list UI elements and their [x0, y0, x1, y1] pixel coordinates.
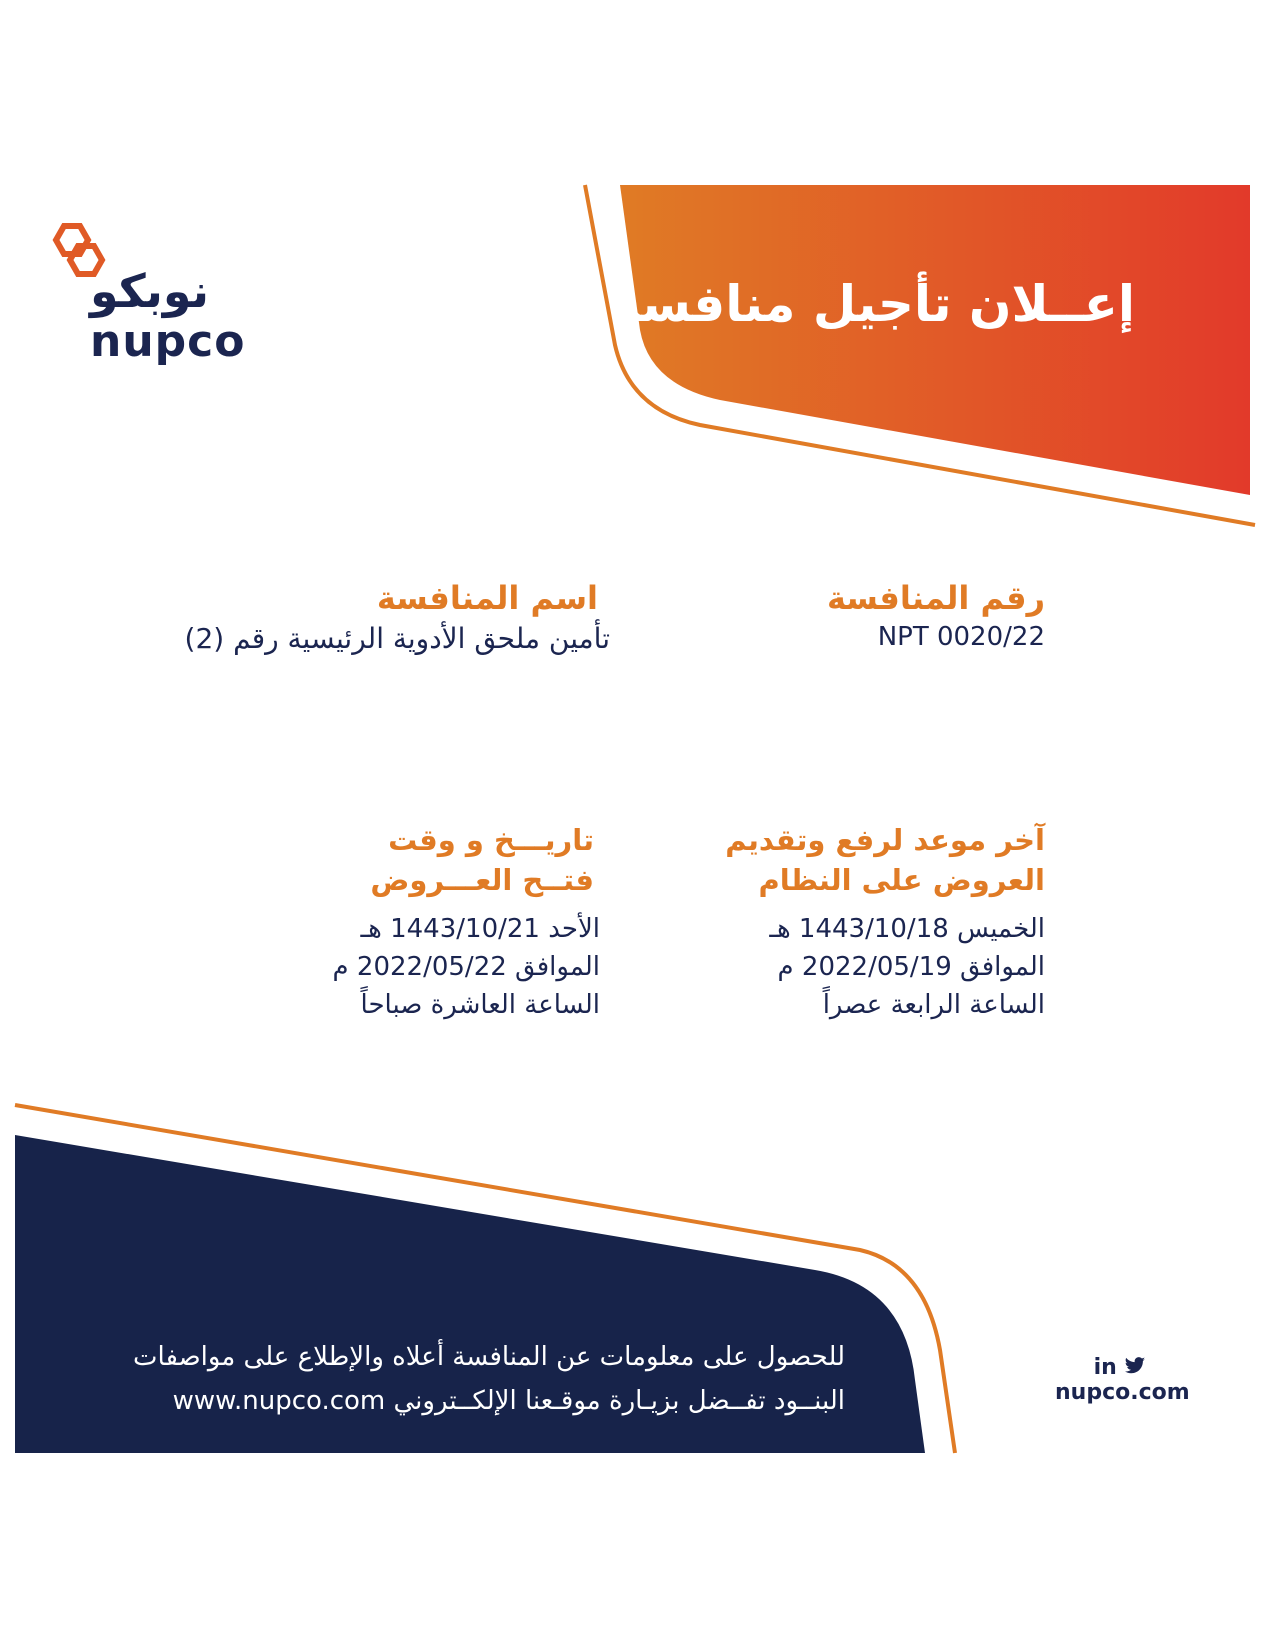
deadline-label-line2: العروض على النظام — [758, 863, 1045, 897]
opening-label-line2: فتــح العـــروض — [370, 863, 594, 897]
deadline-gregorian-date: الموافق 2022/05/19 م — [777, 952, 1045, 982]
linkedin-icon[interactable]: in — [1093, 1355, 1117, 1380]
opening-gregorian-date: الموافق 2022/05/22 م — [332, 952, 600, 982]
tender-name-section — [90, 578, 610, 658]
social-icons — [1055, 1355, 1185, 1380]
opening-label-line1: تاريـــخ و وقت — [388, 823, 594, 857]
logo-arabic-text: نوبكو — [90, 264, 209, 318]
tender-number-label: رقم المنافسة — [826, 579, 1045, 617]
tender-number-value: NPT 0020/22 — [877, 622, 1045, 652]
footer-info-text — [45, 1335, 845, 1423]
header-banner — [620, 185, 1250, 495]
tender-number-section — [685, 578, 1045, 656]
tender-name-value: تأمين ملحق الأدوية الرئيسية رقم (2) — [184, 622, 610, 655]
bid-opening-section — [240, 820, 600, 1024]
deadline-hijri-date: الخميس 1443/10/18 هـ — [769, 914, 1045, 944]
social-block — [1055, 1355, 1190, 1405]
announcement-title: إعــلان تأجيل منافسة — [611, 275, 1135, 333]
tender-name-label: اسم المنافسة — [376, 579, 598, 617]
submission-deadline-section — [685, 820, 1045, 1024]
twitter-icon[interactable] — [1124, 1356, 1146, 1376]
deadline-time: الساعة الرابعة عصراً — [822, 990, 1045, 1020]
opening-time: الساعة العاشرة صباحاً — [360, 990, 600, 1020]
footer-line2: البنــود تفــضل بزيـارة موقـعنا الإلكــتروني www.nupco.com — [172, 1386, 845, 1416]
website-link[interactable]: nupco.com — [1055, 1380, 1190, 1405]
deadline-label-line1: آخر موعد لرفع وتقديم — [725, 823, 1045, 857]
nupco-logo — [50, 222, 260, 372]
footer-line1: للحصول على معلومات عن المنافسة أعلاه والإطلاع على مواصفات — [133, 1342, 845, 1372]
opening-hijri-date: الأحد 1443/10/21 هـ — [360, 914, 600, 944]
logo-latin-text: nupco — [90, 316, 246, 367]
